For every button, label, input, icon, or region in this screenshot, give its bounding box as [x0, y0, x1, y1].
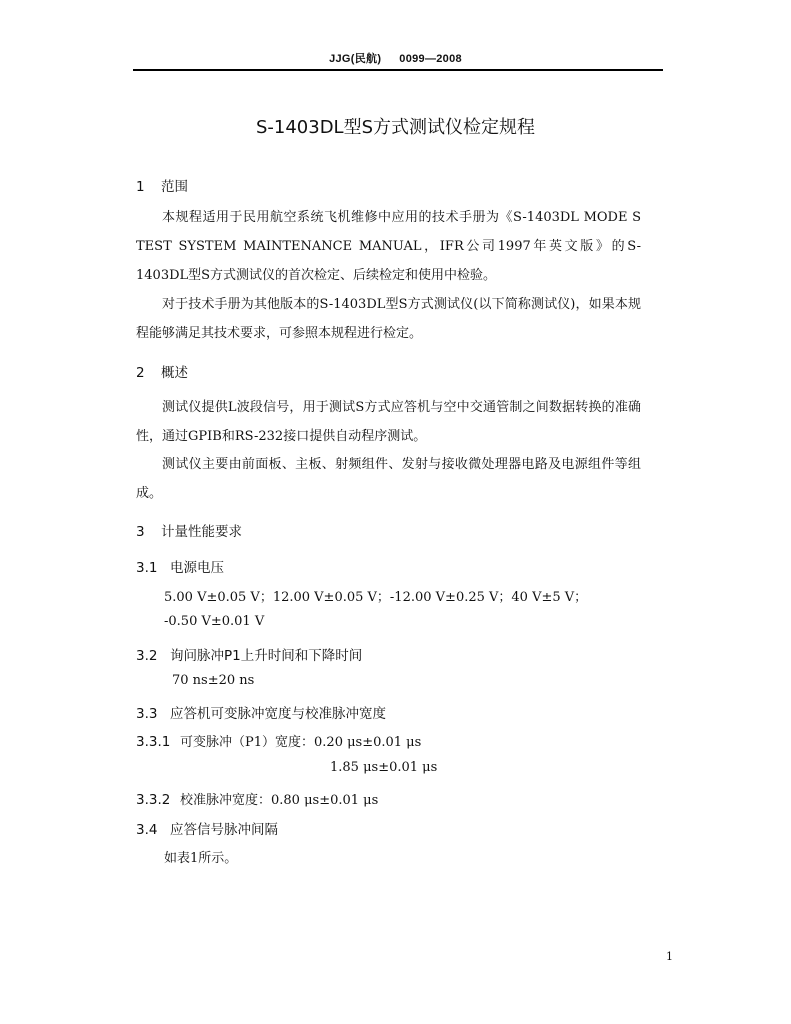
section-number: 3.1	[136, 560, 158, 576]
page-header	[0, 50, 791, 66]
section-title: 计量性能要求	[161, 524, 242, 540]
section-number: 1	[136, 179, 145, 195]
section-3-1-heading	[136, 556, 224, 576]
paragraph-overview-2: 测试仪主要由前面板、主板、射频组件、发射与接收微处理器电路及电源组件等组成。	[136, 457, 641, 501]
standard-number: 0099—2008	[399, 53, 462, 65]
see-table-text: 如表1所示。	[164, 851, 238, 866]
section-title: 应答机可变脉冲宽度与校准脉冲宽度	[170, 706, 386, 722]
section-3-3-heading	[136, 702, 386, 722]
document-title: S-1403DL型S方式测试仪检定规程	[255, 117, 536, 138]
section-title: 询问脉冲P1上升时间和下降时间	[170, 648, 363, 664]
section-3-heading	[136, 520, 242, 540]
paragraph-scope-2: 对于技术手册为其他版本的S-1403DL型S方式测试仪(以下简称测试仪)，如果本规程能够满足其技术要求，可参照本规程进行检定。	[136, 297, 641, 341]
voltage-values-line-1: 5.00 V±0.05 V；12.00 V±0.05 V；-12.00 V±0.25 V；40 V±5 V；	[164, 590, 588, 605]
section-title: 应答信号脉冲间隔	[170, 822, 278, 838]
section-3-3-2-heading	[136, 789, 378, 808]
section-title: 概述	[161, 365, 188, 381]
header-rule	[133, 69, 663, 71]
section-number: 3.3.2	[136, 792, 171, 808]
section-title: 范围	[161, 179, 188, 195]
section-3-4-heading	[136, 818, 278, 838]
section-title: 校准脉冲宽度：0.80 μs±0.01 μs	[180, 793, 379, 808]
variable-width-value-2: 1.85 μs±0.01 μs	[330, 760, 438, 775]
section-number: 3.2	[136, 648, 158, 664]
section-number: 3.4	[136, 822, 158, 838]
paragraph-overview-1: 测试仪提供L波段信号，用于测试S方式应答机与空中交通管制之间数据转换的准确性，通过GPIB和RS-232接口提供自动程序测试。	[136, 400, 641, 444]
section-number: 3.3.1	[136, 734, 171, 750]
rise-time-value: 70 ns±20 ns	[172, 673, 255, 688]
section-title: 可变脉冲（P1）宽度：0.20 μs±0.01 μs	[180, 735, 422, 750]
section-3-3-1-heading	[136, 731, 421, 750]
voltage-values-line-2: -0.50 V±0.01 V	[164, 614, 265, 629]
section-1-heading	[136, 175, 188, 195]
section-number: 2	[136, 365, 145, 381]
standard-code: JJG(民航)	[329, 53, 382, 65]
section-2-heading	[136, 361, 188, 381]
section-number: 3	[136, 524, 145, 540]
page-number: 1	[666, 950, 673, 963]
section-number: 3.3	[136, 706, 158, 722]
paragraph-scope-1: 本规程适用于民用航空系统飞机维修中应用的技术手册为《S-1403DL MODE S TEST SYSTEM MAINTENANCE MANUAL，IFR公司1997年英文版》的S-1403DL型S方式测试仪的首次检定、后续检定和使用中检验。	[136, 210, 641, 283]
section-title: 电源电压	[170, 560, 224, 576]
section-3-2-heading	[136, 644, 362, 664]
